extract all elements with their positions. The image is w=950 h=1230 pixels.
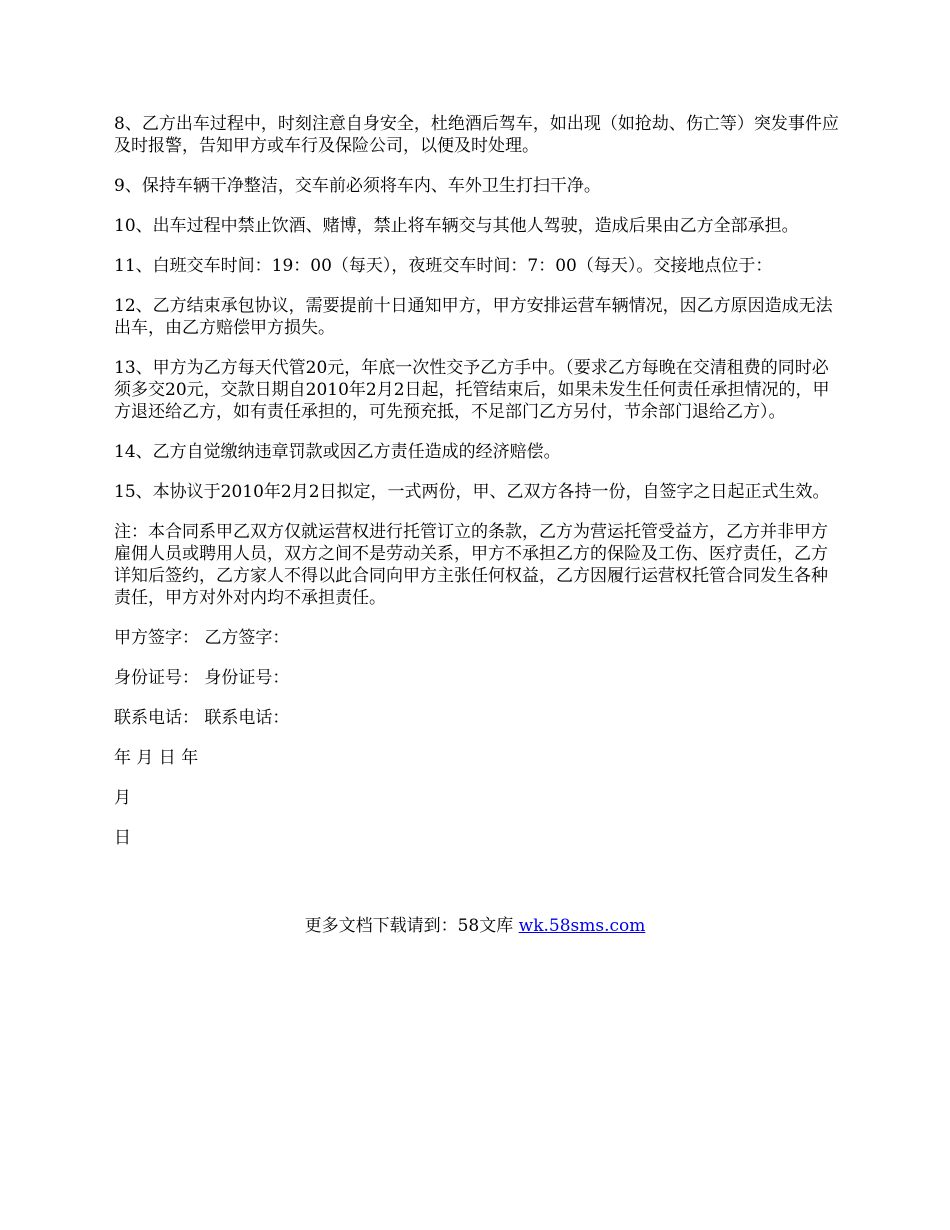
clause-14: 14、乙方自觉缴纳违章罚款或因乙方责任造成的经济赔偿。 xyxy=(114,442,561,462)
date-day-line: 日 xyxy=(114,828,131,848)
clause-10: 10、出车过程中禁止饮酒、赌博，禁止将车辆交与其他人驾驶，造成后果由乙方全部承担。 xyxy=(114,216,799,236)
footer-text: 更多文档下载请到：58文库 xyxy=(304,916,519,936)
date-line: 年 月 日 年 xyxy=(114,748,199,768)
clause-11: 11、白班交车时间：19：00（每天），夜班交车时间：7：00（每天）。交接地点位于： xyxy=(114,256,773,276)
signature-line: 甲方签字： 乙方签字： xyxy=(114,628,290,648)
clause-15: 15、本协议于2010年2月2日拟定，一式两份，甲、乙双方各持一份，自签字之日起正式生效。 xyxy=(114,482,830,502)
phone-line: 联系电话： 联系电话： xyxy=(114,708,290,728)
clause-8: 8、乙方出车过程中，时刻注意自身安全，杜绝酒后驾车，如出现（如抢劫、伤亡等）突发事件应及时报警，告知甲方或车行及保险公司，以便及时处理。 xyxy=(114,114,839,156)
id-number-line: 身份证号： 身份证号： xyxy=(114,668,290,688)
clause-12: 12、乙方结束承包协议，需要提前十日通知甲方，甲方安排运营车辆情况，因乙方原因造成无法出车，由乙方赔偿甲方损失。 xyxy=(114,296,833,338)
clause-13: 13、甲方为乙方每天代管20元，年底一次性交予乙方手中。（要求乙方每晚在交清租费的同时必须多交20元，交款日期自2010年2月2日起，托管结束后，如果未发生任何责任承担情况的，甲方退还给乙方，如有责任承担的，可先预充抵，不足部门乙方另付，节余部门退给乙方）。 xyxy=(114,358,830,422)
download-footer xyxy=(0,915,950,937)
footer-link[interactable]: wk.58sms.com xyxy=(518,916,646,936)
clause-9: 9、保持车辆干净整洁，交车前必须将车内、车外卫生打扫干净。 xyxy=(114,176,601,196)
document-body xyxy=(114,113,844,867)
contract-note: 注：本合同系甲乙双方仅就运营权进行托管订立的条款，乙方为营运托管受益方，乙方并非甲方雇佣人员或聘用人员，双方之间不是劳动关系，甲方不承担乙方的保险及工伤、医疗责任，乙方详知后签约，乙方家人不得以此合同向甲方主张任何权益，乙方因履行运营权托管合同发生各种责任，甲方对外对内均不承担责任。 xyxy=(114,522,828,608)
date-month-line: 月 xyxy=(114,788,131,808)
